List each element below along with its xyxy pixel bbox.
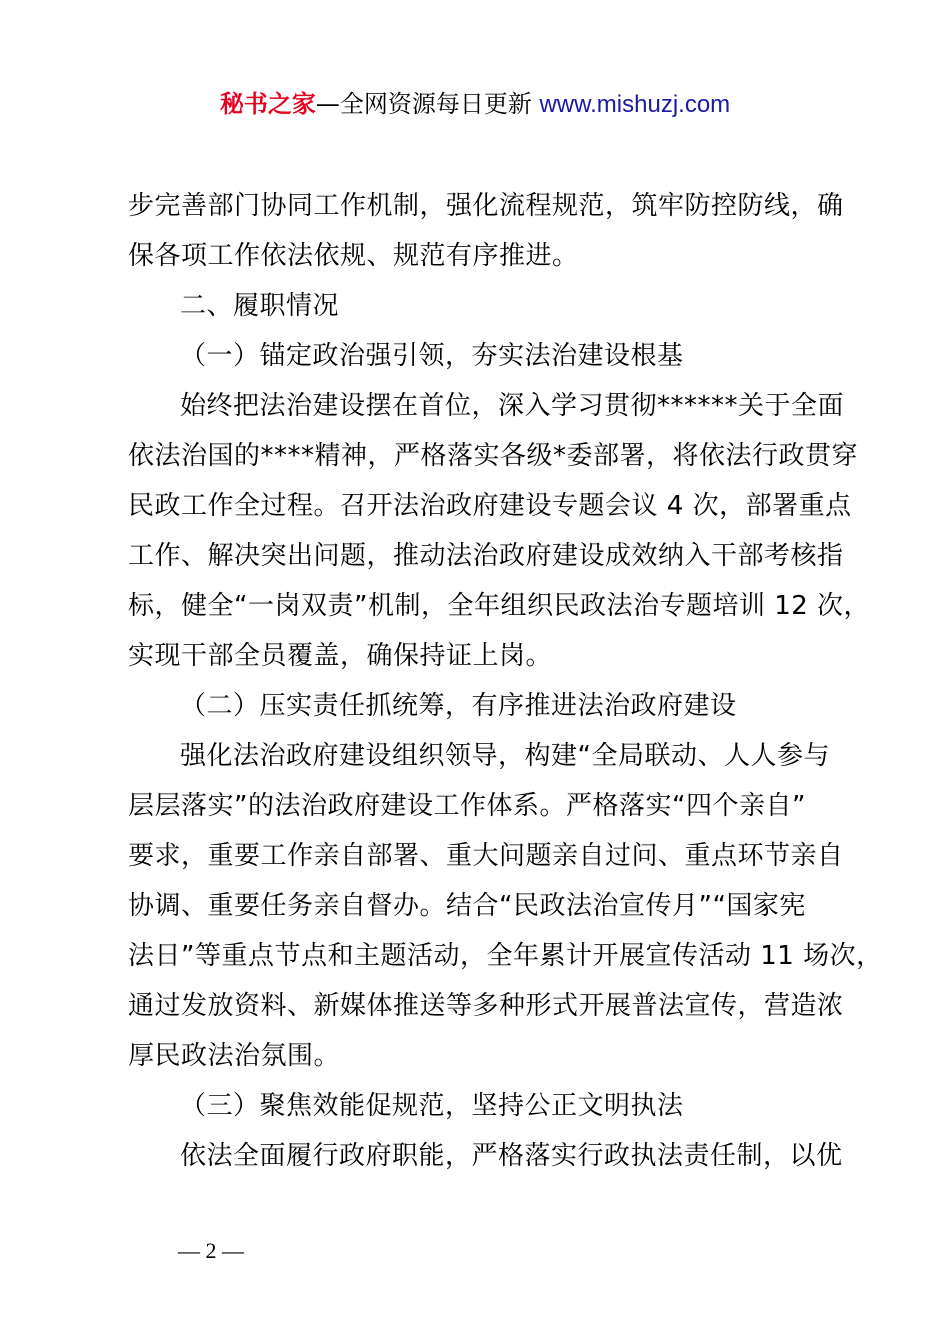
text-line: 厚民政法治氛围。 (128, 1041, 341, 1071)
text-line: 协调、重要任务亲自督办。结合“民政法治宣传月”“国家宪 (128, 891, 806, 921)
text-line: 始终把法治建设摆在首位，深入学习贯彻******关于全面 (180, 391, 845, 421)
section-heading: 二、履职情况 (180, 291, 340, 321)
text-line: 民政工作全过程。召开法治政府建设专题会议 4 次，部署重点 (128, 491, 852, 521)
site-url-link[interactable]: www.mishuzj.com (539, 91, 731, 118)
text-line: 工作、解决突出问题，推动法治政府建设成效纳入干部考核指 (128, 541, 844, 571)
text-line: 保各项工作依法依规、规范有序推进。 (128, 241, 579, 271)
text-line: 依法治国的****精神，严格落实各级*委部署，将依法行政贯穿 (128, 441, 859, 471)
text-line: 步完善部门协同工作机制，强化流程规范，筑牢防控防线，确 (128, 191, 844, 221)
text-line: 法日”等重点节点和主题活动，全年累计开展宣传活动 11 场次， (128, 941, 883, 971)
subsection-heading: （三）聚焦效能促规范，坚持公正文明执法 (180, 1091, 684, 1121)
text-line: 要求，重要工作亲自部署、重大问题亲自过问、重点环节亲自 (128, 841, 844, 871)
text-line: 依法全面履行政府职能，严格落实行政执法责任制，以优 (180, 1141, 843, 1171)
header-tagline: —全网资源每日更新 (315, 90, 540, 118)
subsection-heading: （二）压实责任抓统筹，有序推进法治政府建设 (180, 691, 737, 721)
text-line: 标，健全“一岗双责”机制，全年组织民政法治专题培训 12 次， (128, 591, 871, 621)
text-line: 层层落实”的法治政府建设工作体系。严格落实“四个亲自” (128, 791, 806, 821)
text-line: 强化法治政府建设组织领导，构建“全局联动、人人参与 (180, 741, 830, 771)
subsection-heading: （一）锚定政治强引领，夯实法治建设根基 (180, 341, 684, 371)
text-line: 通过发放资料、新媒体推送等多种形式开展普法宣传，营造浓 (128, 991, 844, 1021)
text-line: 实现干部全员覆盖，确保持证上岗。 (128, 641, 553, 671)
document-body (128, 181, 883, 1181)
brand-name: 秘书之家 (219, 90, 316, 118)
site-header (0, 88, 950, 121)
page-number: — 2 — (178, 1238, 244, 1263)
